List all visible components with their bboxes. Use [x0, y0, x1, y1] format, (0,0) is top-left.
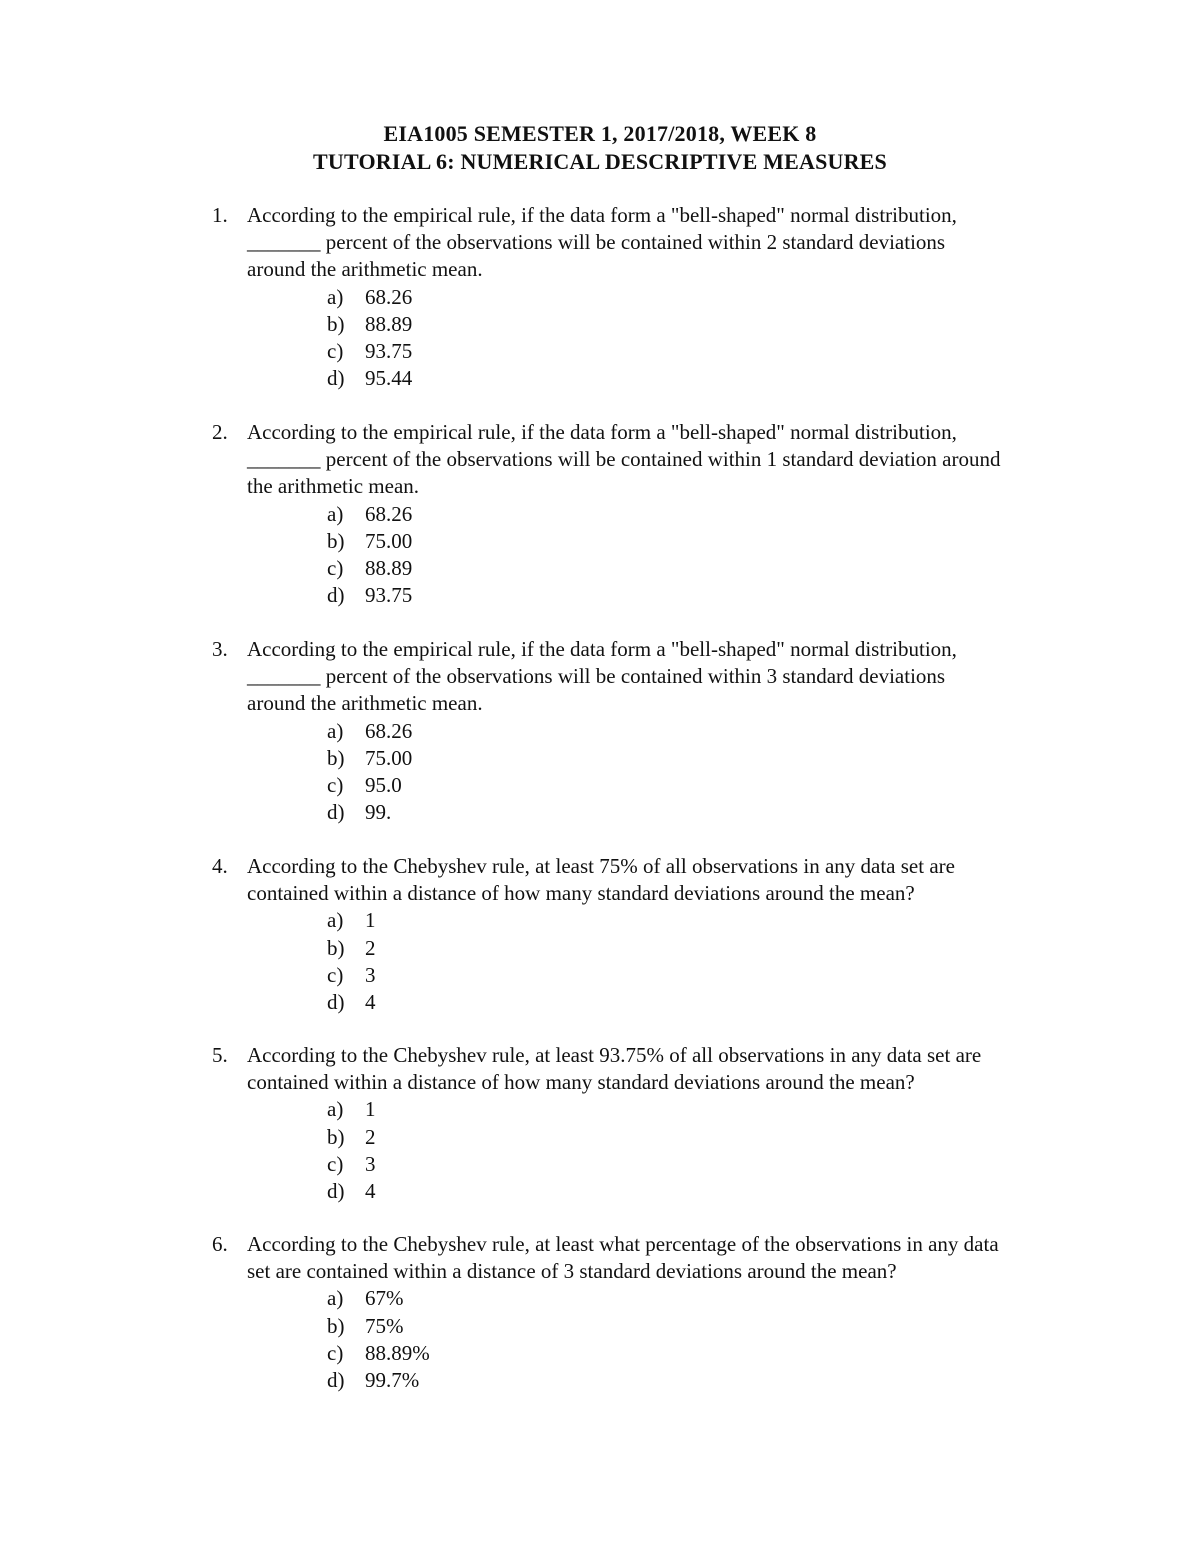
- question-text-line: contained within a distance of how many standard deviations around the mean?: [247, 881, 915, 906]
- option-text: 95.0: [365, 772, 402, 797]
- option-text: 75.00: [365, 528, 413, 553]
- question-number: 5.: [212, 1043, 228, 1067]
- answer-option: [327, 501, 727, 528]
- option-letter: d): [327, 989, 345, 1014]
- question-text: [247, 202, 1107, 284]
- question-text: [247, 636, 1107, 718]
- option-text: 75%: [365, 1313, 404, 1338]
- option-text: 93.75: [365, 338, 413, 363]
- answer-option: [327, 907, 727, 934]
- option-letter: a): [327, 284, 344, 309]
- option-letter: c): [327, 555, 344, 580]
- question-text: [247, 1042, 1107, 1096]
- option-letter: a): [327, 1286, 344, 1311]
- question-text-line: According to the empirical rule, if the data form a "bell-shaped" normal distribution,: [247, 637, 957, 661]
- answer-option: [327, 311, 727, 338]
- answer-option: [327, 338, 727, 365]
- option-text: 68.26: [365, 501, 413, 526]
- option-text: 88.89: [365, 311, 413, 336]
- question-text: [247, 419, 1107, 501]
- option-text: 1: [365, 1097, 376, 1122]
- option-text: 99.: [365, 800, 392, 825]
- answer-option: [327, 745, 727, 772]
- question-text-line: around the arithmetic mean.: [247, 691, 483, 716]
- answer-option: [327, 365, 727, 392]
- question-number: 2.: [212, 420, 228, 444]
- question-text-line: According to the Chebyshev rule, at least 93.75% of all observations in any data set are: [247, 1043, 982, 1067]
- answer-option: [327, 718, 727, 745]
- answer-option: [327, 1367, 727, 1394]
- option-text: 4: [365, 1178, 376, 1203]
- question-text-line: around the arithmetic mean.: [247, 257, 483, 282]
- question-text-line: According to the empirical rule, if the data form a "bell-shaped" normal distribution,: [247, 203, 957, 227]
- option-text: 3: [365, 1151, 376, 1176]
- document-title: [0, 120, 1200, 176]
- option-text: 67%: [365, 1286, 404, 1311]
- option-letter: c): [327, 1151, 344, 1176]
- option-text: 88.89%: [365, 1340, 430, 1365]
- option-letter: c): [327, 1340, 344, 1365]
- question-number: 1.: [212, 203, 228, 227]
- question-text-line: set are contained within a distance of 3 standard deviations around the mean?: [247, 1259, 897, 1284]
- option-letter: c): [327, 772, 344, 797]
- answer-options: [327, 718, 727, 827]
- answer-option: [327, 284, 727, 311]
- answer-option: [327, 799, 727, 826]
- answer-option: [327, 935, 727, 962]
- question-text-line: contained within a distance of how many standard deviations around the mean?: [247, 1070, 915, 1095]
- option-letter: c): [327, 338, 344, 363]
- answer-option: [327, 1285, 727, 1312]
- option-letter: d): [327, 1178, 345, 1203]
- answer-options: [327, 501, 727, 610]
- option-text: 4: [365, 989, 376, 1014]
- answer-option: [327, 1096, 727, 1123]
- answer-option: [327, 989, 727, 1016]
- answer-options: [327, 1285, 727, 1394]
- option-letter: b): [327, 528, 345, 553]
- option-text: 2: [365, 1124, 376, 1149]
- option-letter: d): [327, 800, 345, 825]
- question-text-line: According to the Chebyshev rule, at least 75% of all observations in any data set are: [247, 854, 955, 878]
- answer-options: [327, 907, 727, 1016]
- option-letter: b): [327, 1313, 345, 1338]
- title-line-course: EIA1005 SEMESTER 1, 2017/2018, WEEK 8: [383, 121, 817, 146]
- answer-option: [327, 555, 727, 582]
- answer-options: [327, 284, 727, 393]
- option-text: 2: [365, 935, 376, 960]
- option-letter: a): [327, 1097, 344, 1122]
- question-text-line: According to the Chebyshev rule, at least what percentage of the observations in any data: [247, 1232, 999, 1256]
- question-text-line: _______ percent of the observations will be contained within 1 standard deviation around: [247, 447, 1001, 472]
- question-number: 3.: [212, 637, 228, 661]
- option-letter: c): [327, 962, 344, 987]
- option-text: 88.89: [365, 555, 413, 580]
- answer-option: [327, 962, 727, 989]
- title-line-tutorial: TUTORIAL 6: NUMERICAL DESCRIPTIVE MEASURES: [313, 149, 887, 174]
- answer-options: [327, 1096, 727, 1205]
- option-text: 3: [365, 962, 376, 987]
- answer-option: [327, 1340, 727, 1367]
- question-text: [247, 853, 1107, 907]
- option-letter: b): [327, 745, 345, 770]
- answer-option: [327, 1313, 727, 1340]
- option-text: 68.26: [365, 718, 413, 743]
- answer-option: [327, 528, 727, 555]
- answer-option: [327, 772, 727, 799]
- option-letter: b): [327, 1124, 345, 1149]
- option-letter: a): [327, 718, 344, 743]
- option-text: 1: [365, 908, 376, 933]
- option-text: 99.7%: [365, 1367, 420, 1392]
- answer-option: [327, 1124, 727, 1151]
- question-number: 6.: [212, 1232, 228, 1256]
- option-text: 95.44: [365, 366, 413, 391]
- answer-option: [327, 1178, 727, 1205]
- answer-option: [327, 582, 727, 609]
- option-letter: b): [327, 935, 345, 960]
- option-text: 93.75: [365, 583, 413, 608]
- option-letter: a): [327, 501, 344, 526]
- question-text: [247, 1231, 1107, 1285]
- option-text: 75.00: [365, 745, 413, 770]
- question-number: 4.: [212, 854, 228, 878]
- option-text: 68.26: [365, 284, 413, 309]
- option-letter: d): [327, 366, 345, 391]
- question-text-line: _______ percent of the observations will be contained within 2 standard deviations: [247, 230, 946, 255]
- option-letter: b): [327, 311, 345, 336]
- option-letter: d): [327, 583, 345, 608]
- question-text-line: the arithmetic mean.: [247, 474, 420, 499]
- question-text-line: _______ percent of the observations will be contained within 3 standard deviations: [247, 664, 946, 689]
- question-text-line: According to the empirical rule, if the data form a "bell-shaped" normal distribution,: [247, 420, 957, 444]
- answer-option: [327, 1151, 727, 1178]
- option-letter: d): [327, 1367, 345, 1392]
- option-letter: a): [327, 908, 344, 933]
